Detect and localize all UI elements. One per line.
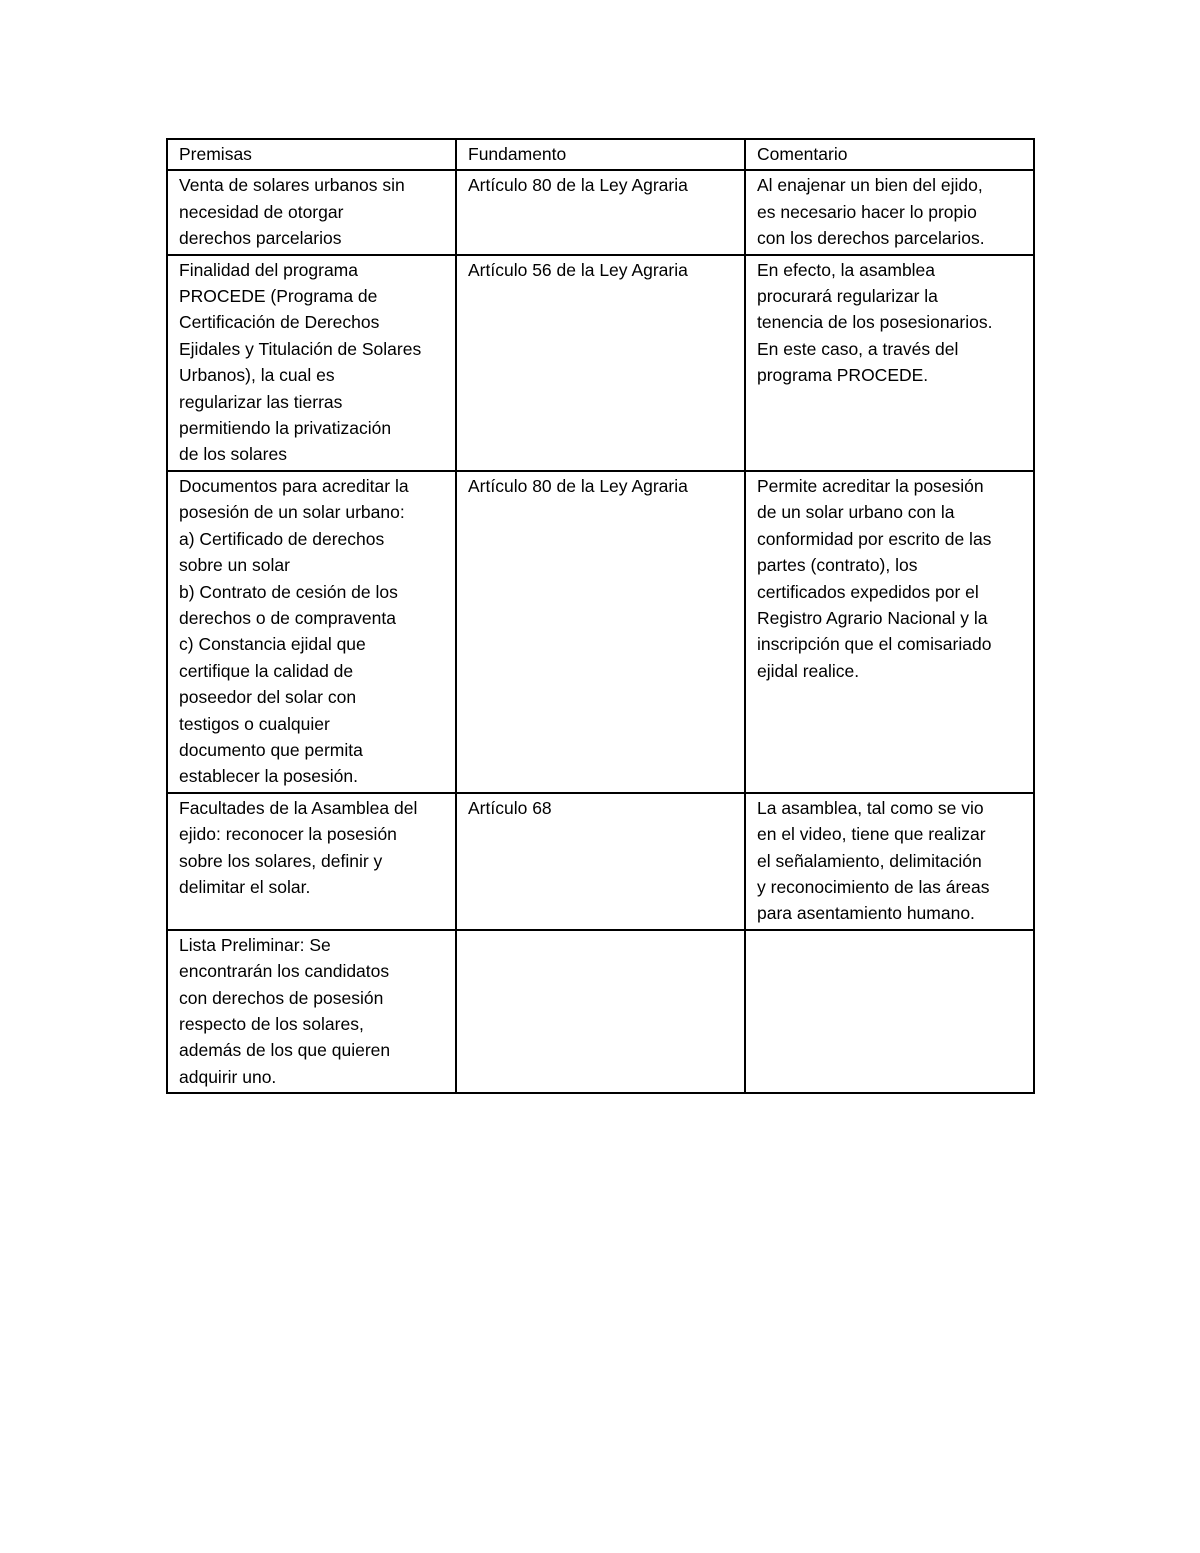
fundamento-cell bbox=[456, 793, 745, 930]
cell-text-line: y reconocimiento de las áreas bbox=[757, 876, 990, 897]
cell-text-line: programa PROCEDE. bbox=[757, 365, 929, 386]
comentario-cell bbox=[745, 793, 1034, 930]
cell-text-line: es necesario hacer lo propio bbox=[757, 201, 977, 222]
comentario-cell bbox=[745, 930, 1034, 1093]
cell-text-line: de los solares bbox=[179, 444, 287, 465]
cell-text-line: partes (contrato), los bbox=[757, 555, 918, 576]
cell-text-line: Artículo 56 de la Ley Agraria bbox=[468, 259, 688, 280]
fundamento-cell bbox=[456, 930, 745, 1093]
comentario-cell bbox=[745, 471, 1034, 793]
cell-text-line: establecer la posesión. bbox=[179, 766, 358, 787]
cell-text-line: Venta de solares urbanos sin bbox=[179, 175, 405, 196]
cell-text-line: el señalamiento, delimitación bbox=[757, 850, 982, 871]
cell-text-line: de un solar urbano con la bbox=[757, 502, 955, 523]
cell-text-line: tenencia de los posesionarios. bbox=[757, 312, 993, 333]
premisa-cell bbox=[167, 471, 456, 793]
fundamento-cell bbox=[456, 471, 745, 793]
premisa-cell bbox=[167, 255, 456, 471]
table-row bbox=[167, 255, 1034, 471]
cell-text-line: sobre un solar bbox=[179, 555, 290, 576]
cell-text-line: Al enajenar un bien del ejido, bbox=[757, 175, 983, 196]
cell-text-line: Documentos para acreditar la bbox=[179, 475, 409, 496]
cell-text-line: certifique la calidad de bbox=[179, 660, 354, 681]
cell-text-line: Lista Preliminar: Se bbox=[179, 934, 331, 955]
cell-text-line: necesidad de otorgar bbox=[179, 201, 344, 222]
comentario-cell bbox=[745, 255, 1034, 471]
premisa-cell bbox=[167, 930, 456, 1093]
fundamento-cell bbox=[456, 255, 745, 471]
cell-text-line: c) Constancia ejidal que bbox=[179, 634, 366, 655]
premisa-cell bbox=[167, 793, 456, 930]
premisa-cell bbox=[167, 170, 456, 254]
cell-text-line: encontrarán los candidatos bbox=[179, 961, 390, 982]
cell-text-line: Urbanos), la cual es bbox=[179, 365, 335, 386]
cell-text-line: poseedor del solar con bbox=[179, 687, 357, 708]
cell-text-line: derechos parcelarios bbox=[179, 228, 342, 249]
cell-text-line: para asentamiento humano. bbox=[757, 903, 975, 924]
cell-text-line: con los derechos parcelarios. bbox=[757, 228, 985, 249]
cell-text-line: Permite acreditar la posesión bbox=[757, 475, 984, 496]
cell-text-line: b) Contrato de cesión de los bbox=[179, 581, 398, 602]
cell-text-line: Facultades de la Asamblea del bbox=[179, 797, 418, 818]
table-header-row bbox=[167, 139, 1034, 170]
table-row bbox=[167, 930, 1034, 1093]
cell-text-line: sobre los solares, definir y bbox=[179, 850, 383, 871]
cell-text-line: En este caso, a través del bbox=[757, 338, 959, 359]
cell-text-line: Artículo 80 de la Ley Agraria bbox=[468, 175, 688, 196]
comentario-cell bbox=[745, 170, 1034, 254]
cell-text-line: Registro Agrario Nacional y la bbox=[757, 607, 988, 628]
cell-text-line: derechos o de compraventa bbox=[179, 607, 396, 628]
cell-text-line: Ejidales y Titulación de Solares bbox=[179, 338, 422, 359]
header-fundamento: Fundamento bbox=[456, 139, 745, 170]
cell-text-line: Certificación de Derechos bbox=[179, 312, 380, 333]
cell-text-line: posesión de un solar urbano: bbox=[179, 502, 405, 523]
cell-text-line: además de los que quieren bbox=[179, 1040, 391, 1061]
cell-text-line: conformidad por escrito de las bbox=[757, 528, 992, 549]
cell-text-line: testigos o cualquier bbox=[179, 713, 330, 734]
cell-text-line: respecto de los solares, bbox=[179, 1014, 364, 1034]
cell-text-line: inscripción que el comisariado bbox=[757, 634, 992, 655]
cell-text-line: procurará regularizar la bbox=[757, 286, 938, 307]
cell-text-line: delimitar el solar. bbox=[179, 876, 311, 897]
cell-text-line: La asamblea, tal como se vio bbox=[757, 797, 984, 818]
header-premisas: Premisas bbox=[167, 139, 456, 170]
fundamento-cell bbox=[456, 170, 745, 254]
cell-text-line: certificados expedidos por el bbox=[757, 581, 979, 602]
cell-text-line: regularizar las tierras bbox=[179, 391, 343, 412]
cell-text-line: permitiendo la privatización bbox=[179, 418, 392, 439]
header-comentario: Comentario bbox=[745, 139, 1034, 170]
cell-text-line: Artículo 68 bbox=[468, 797, 552, 818]
table-row bbox=[167, 471, 1034, 793]
cell-text-line: ejidal realice. bbox=[757, 660, 860, 681]
cell-text-line: adquirir uno. bbox=[179, 1066, 277, 1087]
table-row bbox=[167, 793, 1034, 930]
table-row bbox=[167, 170, 1034, 254]
cell-text-line: PROCEDE (Programa de bbox=[179, 286, 378, 307]
cell-text-line: a) Certificado de derechos bbox=[179, 528, 385, 549]
premises-table bbox=[166, 138, 1035, 1094]
cell-text-line: En efecto, la asamblea bbox=[757, 259, 936, 280]
cell-text-line: Artículo 80 de la Ley Agraria bbox=[468, 475, 688, 496]
cell-text-line: ejido: reconocer la posesión bbox=[179, 824, 397, 845]
cell-text-line: en el video, tiene que realizar bbox=[757, 824, 986, 845]
cell-text-line: Finalidad del programa bbox=[179, 259, 358, 280]
cell-text-line: con derechos de posesión bbox=[179, 987, 384, 1008]
cell-text-line: documento que permita bbox=[179, 739, 363, 760]
